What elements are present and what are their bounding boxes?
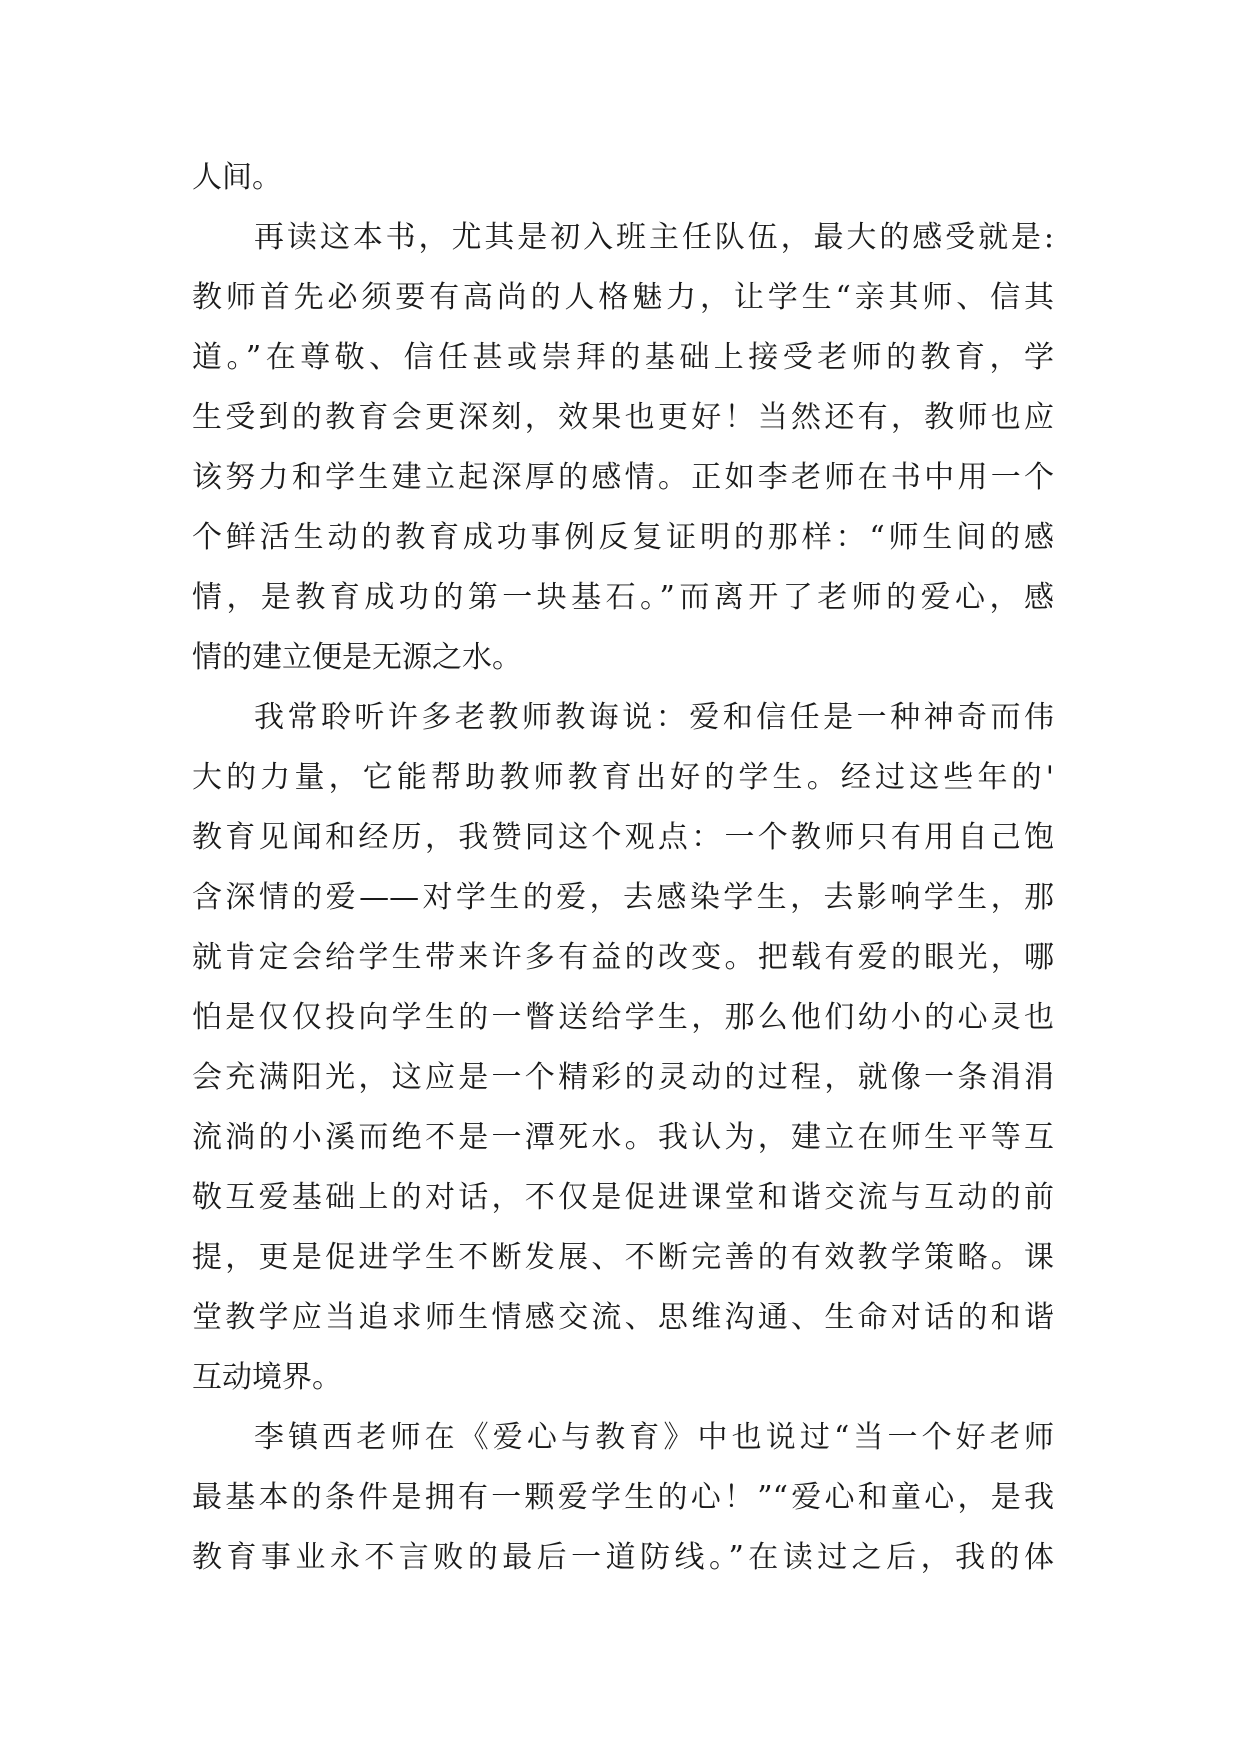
text-line: 教育见闻和经历，我赞同这个观点：一个教师只有用自己饱 <box>192 820 1054 855</box>
text-line: 道。”在尊敬、信任甚或崇拜的基础上接受老师的教育，学 <box>192 340 1054 375</box>
text-line: 互动境界。 <box>192 1360 342 1395</box>
text-line: 教育事业永不言败的最后一道防线。”在读过之后，我的体 <box>192 1540 1054 1575</box>
text-line: 提，更是促进学生不断发展、不断完善的有效教学策略。课 <box>192 1240 1054 1275</box>
text-line: 我常聆听许多老教师教诲说：爱和信任是一种神奇而伟 <box>254 700 1054 735</box>
text-line: 最基本的条件是拥有一颗爱学生的心！”“爱心和童心，是我 <box>192 1480 1054 1515</box>
text-line: 会充满阳光，这应是一个精彩的灵动的过程，就像一条涓涓 <box>192 1060 1054 1095</box>
text-line: 就肯定会给学生带来许多有益的改变。把载有爱的眼光，哪 <box>192 940 1054 975</box>
text-line: 堂教学应当追求师生情感交流、思维沟通、生命对话的和谐 <box>192 1300 1054 1335</box>
text-line: 情的建立便是无源之水。 <box>192 640 522 675</box>
text-line: 个鲜活生动的教育成功事例反复证明的那样：“师生间的感 <box>192 520 1054 555</box>
text-line: 教师首先必须要有高尚的人格魅力，让学生“亲其师、信其 <box>192 280 1054 315</box>
text-line: 含深情的爱——对学生的爱，去感染学生，去影响学生，那 <box>192 880 1054 915</box>
text-line: 敬互爱基础上的对话，不仅是促进课堂和谐交流与互动的前 <box>192 1180 1054 1215</box>
text-line: 生受到的教育会更深刻，效果也更好！当然还有，教师也应 <box>192 400 1054 435</box>
text-line: 人间。 <box>192 160 282 195</box>
text-line: 李镇西老师在《爱心与教育》中也说过“当一个好老师 <box>254 1420 1054 1455</box>
text-line: 怕是仅仅投向学生的一瞥送给学生，那么他们幼小的心灵也 <box>192 1000 1054 1035</box>
text-line: 该努力和学生建立起深厚的感情。正如李老师在书中用一个 <box>192 460 1054 495</box>
text-line: 情，是教育成功的第一块基石。”而离开了老师的爱心，感 <box>192 580 1054 615</box>
text-line: 大的力量，它能帮助教师教育出好的学生。经过这些年的' <box>192 760 1054 795</box>
body-text <box>192 148 1054 1588</box>
text-line: 流淌的小溪而绝不是一潭死水。我认为，建立在师生平等互 <box>192 1120 1054 1155</box>
text-line: 再读这本书，尤其是初入班主任队伍，最大的感受就是: <box>254 220 1054 255</box>
